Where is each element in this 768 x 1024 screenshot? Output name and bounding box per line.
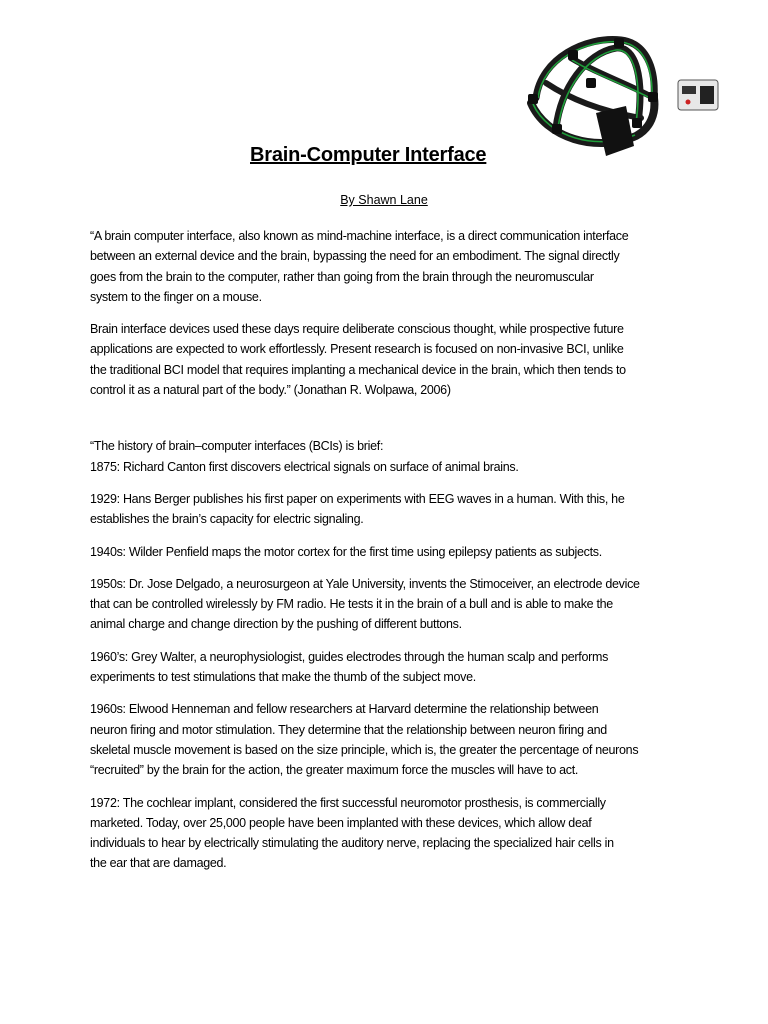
text-line: control it as a natural part of the body.” (Jonathan R. Wolpawa, 2006) [90, 383, 451, 398]
text-line: establishes the brain’s capacity for electric signaling. [90, 512, 364, 527]
text-line: that can be controlled wirelessly by FM radio. He tests it in the brain of a bull and is able to make the [90, 597, 613, 612]
text-line: experiments to test stimulations that make the thumb of the subject move. [90, 670, 476, 685]
paragraph-1940s [90, 542, 690, 562]
text-line: 1929: Hans Berger publishes his first paper on experiments with EEG waves in a human. With this, he [90, 491, 625, 506]
paragraph-1960s-henneman [90, 699, 690, 780]
eeg-headset-illustration [516, 28, 726, 172]
text-line: individuals to hear by electrically stimulating the auditory nerve, replacing the specialized hair cells in [90, 836, 614, 851]
text-line: 1875: Richard Canton first discovers electrical signals on surface of animal brains. [90, 459, 519, 474]
paragraph-1960s-walter [90, 647, 690, 688]
paragraph-1929 [90, 489, 690, 530]
paragraph-1950s [90, 574, 690, 635]
text-line: system to the finger on a mouse. [90, 289, 262, 304]
text-line: applications are expected to work effortlessly. Present research is focused on non-invasive BCI, unlike [90, 342, 624, 357]
text-line: 1972: The cochlear implant, considered the first successful neuromotor prosthesis, is commercially [90, 795, 606, 810]
text-line: between an external device and the brain, bypassing the need for an embodiment. The signal directly [90, 249, 620, 264]
text-line: skeletal muscle movement is based on the size principle, which is, the greater the percentage of neurons [90, 742, 639, 757]
eeg-headset-photo [516, 28, 726, 172]
text-line: the traditional BCI model that requires implanting a mechanical device in the brain, which then tends to [90, 362, 626, 377]
author-byline: By Shawn Lane [340, 193, 428, 207]
text-line: 1940s: Wilder Penfield maps the motor cortex for the first time using epilepsy patients as subjects. [90, 544, 602, 559]
text-line: neuron firing and motor stimulation. They determine that the relationship between neuron firing and [90, 722, 607, 737]
text-line: goes from the brain to the computer, rather than going from the brain through the neuromuscular [90, 269, 594, 284]
paragraph-history-intro [90, 436, 690, 477]
text-line: Brain interface devices used these days require deliberate conscious thought, while prospective future [90, 322, 624, 337]
text-line: the ear that are damaged. [90, 856, 227, 871]
text-line: “The history of brain–computer interfaces (BCIs) is brief: [90, 439, 384, 454]
paragraph-1972 [90, 793, 690, 874]
paragraph-bci-devices [90, 319, 690, 400]
paragraph-bci-definition [90, 226, 690, 307]
text-line: “recruited” by the brain for the action, the greater maximum force the muscles will have to act. [90, 763, 579, 778]
text-line: 1960’s: Grey Walter, a neurophysiologist, guides electrodes through the human scalp and performs [90, 649, 609, 664]
text-line: animal charge and change direction by the pushing of different buttons. [90, 617, 462, 632]
text-line: “A brain computer interface, also known as mind-machine interface, is a direct communication interface [90, 229, 629, 243]
text-line: 1960s: Elwood Henneman and fellow researchers at Harvard determine the relationship between [90, 702, 599, 717]
text-line: 1950s: Dr. Jose Delgado, a neurosurgeon at Yale University, invents the Stimoceiver, an electrode device [90, 576, 640, 591]
text-line: marketed. Today, over 25,000 people have been implanted with these devices, which allow deaf [90, 815, 592, 830]
document-title: Brain-Computer Interface [250, 144, 487, 166]
document-body [90, 226, 690, 874]
